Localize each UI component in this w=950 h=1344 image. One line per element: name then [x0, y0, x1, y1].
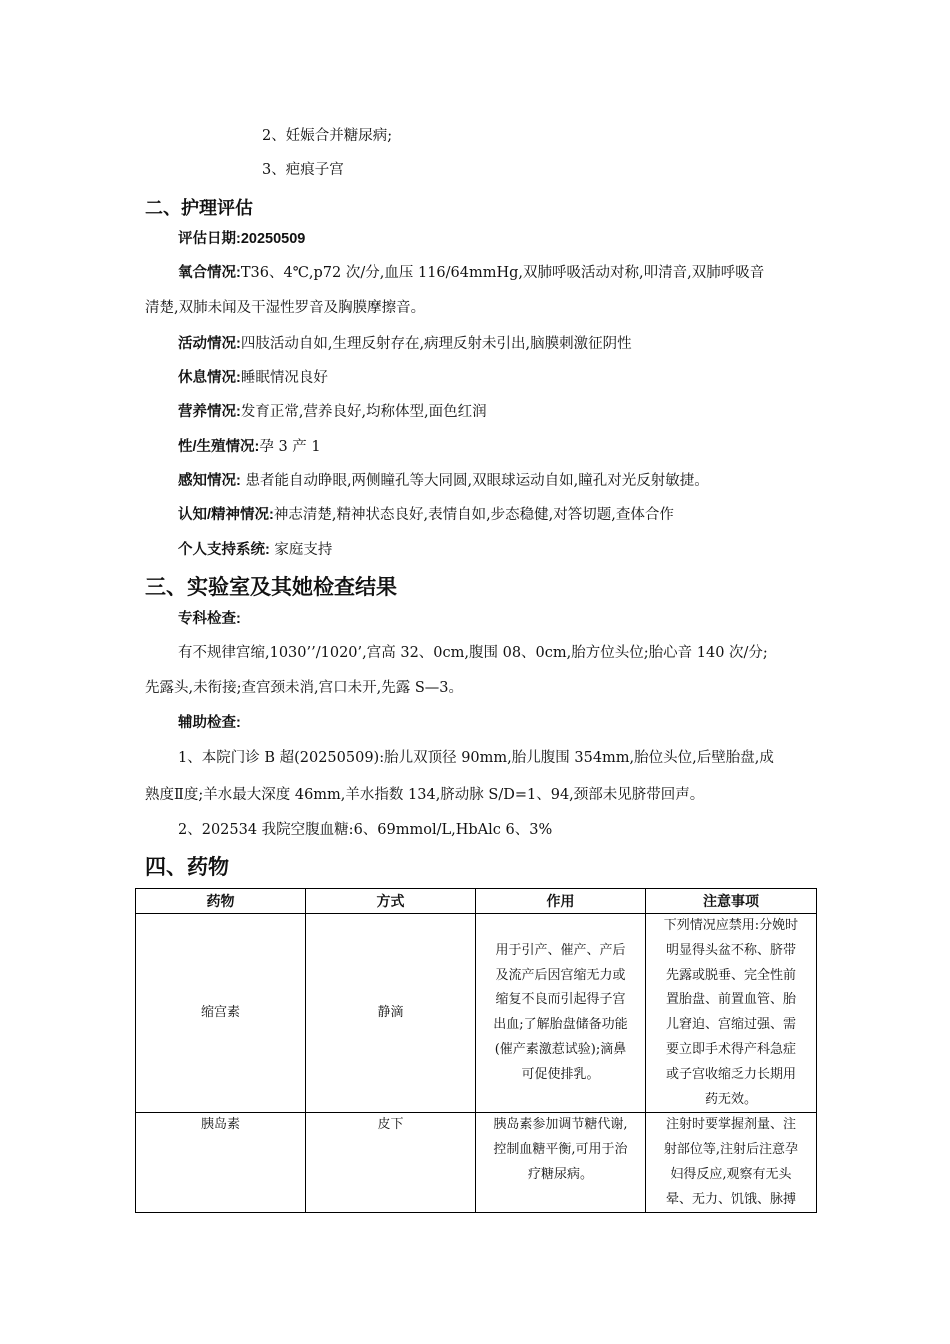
- notes-line: 先露或脱垂、完全性前: [665, 967, 796, 983]
- medication-table: [135, 888, 817, 1213]
- support-value: 家庭支持: [269, 542, 333, 558]
- drug-name: 胰岛素: [136, 1113, 306, 1213]
- perception-label: 感知情况:: [178, 473, 241, 489]
- rest-line: [178, 368, 328, 388]
- effect-line: 及流产后因宫缩无力或: [495, 967, 626, 983]
- sex-line: [178, 437, 321, 457]
- notes-line: 儿窘迫、宫缩过强、需: [665, 1017, 796, 1033]
- eval-date-label: 评估日期:: [178, 231, 241, 247]
- oxygen-line-1: [178, 263, 764, 283]
- effect-line: 胰岛素参加调节糖代谢,: [493, 1117, 628, 1133]
- sex-value: 孕 3 产 1: [259, 439, 321, 455]
- effect-line: 用于引产、催产、产后: [495, 942, 626, 958]
- rest-label: 休息情况:: [178, 370, 241, 386]
- notes-line: 置胎盘、前置血管、胎: [665, 992, 796, 1008]
- activity-label: 活动情况:: [178, 336, 241, 352]
- aux-exam-label: 辅助检查:: [178, 715, 241, 731]
- header-drug: 药物: [136, 889, 306, 914]
- eval-date-value: 20250509: [240, 231, 306, 247]
- effect-line: 控制血糖平衡,可用于治: [493, 1142, 628, 1158]
- header-effect: 作用: [476, 889, 646, 914]
- cognition-value: 神志清楚,精神状态良好,表情自如,步态稳健,对答切题,查体合作: [273, 507, 674, 523]
- aux-exam-1-line-2: 熟度Ⅱ度;羊水最大深度 46mm,羊水指数 134,脐动脉 S/D=1、94,颈部未见脐带回声。: [145, 787, 705, 803]
- special-exam-line-1: 有不规律宫缩,1030’’/1020’,宫高 32、0cm,腹围 08、0cm,胎方位头位;胎心音 140 次/分;: [178, 645, 768, 661]
- drug-notes: [646, 914, 817, 1113]
- notes-line: 妇得反应,观察有无头: [670, 1166, 792, 1182]
- section-heading-lab-results: 三、实验室及其她检查结果: [145, 575, 397, 599]
- aux-exam-2: 2、202534 我院空腹血糖:6、69mmol/L,HbAlc 6、3%: [178, 822, 553, 838]
- drug-name: 缩宫素: [136, 914, 306, 1113]
- drug-method: 皮下: [306, 1113, 476, 1213]
- notes-clip: [650, 1113, 812, 1211]
- table-header-row: [136, 889, 817, 914]
- perception-value: 患者能自动睁眼,两侧瞳孔等大同圆,双眼球运动自如,瞳孔对光反射敏捷。: [240, 473, 709, 489]
- notes-line: 药无效。: [704, 1091, 757, 1107]
- special-exam-label: 专科检查:: [178, 611, 241, 627]
- table-row: [136, 914, 817, 1113]
- activity-line: [178, 334, 632, 354]
- section-heading-nursing-assessment: 二、护理评估: [145, 198, 253, 219]
- support-line: [178, 540, 332, 560]
- diagnosis-item-3: 3、疤痕子宫: [262, 162, 344, 178]
- drug-effect: [476, 1113, 646, 1213]
- cognition-line: [178, 505, 674, 525]
- aux-exam-1-line-1: 1、本院门诊 B 超(20250509):胎儿双顶径 90mm,胎儿腹围 354mm,胎位头位,后壁胎盘,成: [178, 750, 774, 766]
- effect-line: 疗糖尿病。: [527, 1166, 593, 1182]
- notes-line: 明显得头盆不称、脐带: [665, 942, 796, 958]
- oxygen-label: 氧合情况:: [178, 265, 241, 281]
- oxygen-value-2: 清楚,双肺未闻及干湿性罗音及胸膜摩擦音。: [145, 300, 426, 316]
- support-label: 个人支持系统:: [178, 542, 270, 558]
- nutrition-value: 发育正常,营养良好,均称体型,面色红润: [240, 404, 487, 420]
- cognition-label: 认知/精神情况:: [178, 507, 274, 523]
- section-heading-medication: 四、药物: [145, 855, 229, 879]
- notes-line: 要立即手术得产科急症: [665, 1041, 796, 1057]
- perception-line: [178, 471, 709, 491]
- notes-line: 射部位等,注射后注意孕: [663, 1142, 799, 1158]
- drug-effect: [476, 914, 646, 1113]
- drug-notes: [646, 1113, 817, 1213]
- activity-value: 四肢活动自如,生理反射存在,病理反射未引出,脑膜刺激征阴性: [240, 336, 632, 352]
- header-notes: 注意事项: [646, 889, 817, 914]
- drug-method: 静滴: [306, 914, 476, 1113]
- rest-value: 睡眠情况良好: [240, 370, 328, 386]
- nutrition-line: [178, 402, 487, 422]
- notes-line: 注射时要掌握剂量、注: [665, 1117, 796, 1133]
- table-row: [136, 1113, 817, 1213]
- special-exam-line-2: 先露头,未衔接;查宫颈未消,宫口未开,先露 S—3。: [145, 680, 463, 696]
- nutrition-label: 营养情况:: [178, 404, 241, 420]
- effect-line: (催产素激惹试验);滴鼻: [494, 1041, 627, 1057]
- effect-line: 可促使排乳。: [521, 1066, 600, 1082]
- sex-label: 性/生殖情况:: [178, 439, 260, 455]
- oxygen-value-1: T36、4℃,p72 次/分,血压 116/64mmHg,双肺呼吸活动对称,叩清音,双肺呼吸音: [240, 265, 765, 281]
- notes-line: 或子宫收缩乏力长期用: [665, 1066, 796, 1082]
- notes-line: 晕、无力、饥饿、脉搏: [665, 1191, 796, 1207]
- header-method: 方式: [306, 889, 476, 914]
- effect-line: 缩复不良而引起得子宫: [495, 992, 626, 1008]
- effect-line: 出血;了解胎盘储备功能: [493, 1017, 628, 1033]
- diagnosis-item-2: 2、妊娠合并糖尿病;: [262, 128, 393, 144]
- eval-date-line: [178, 229, 305, 249]
- notes-line: 下列情况应禁用:分娩时: [663, 918, 799, 933]
